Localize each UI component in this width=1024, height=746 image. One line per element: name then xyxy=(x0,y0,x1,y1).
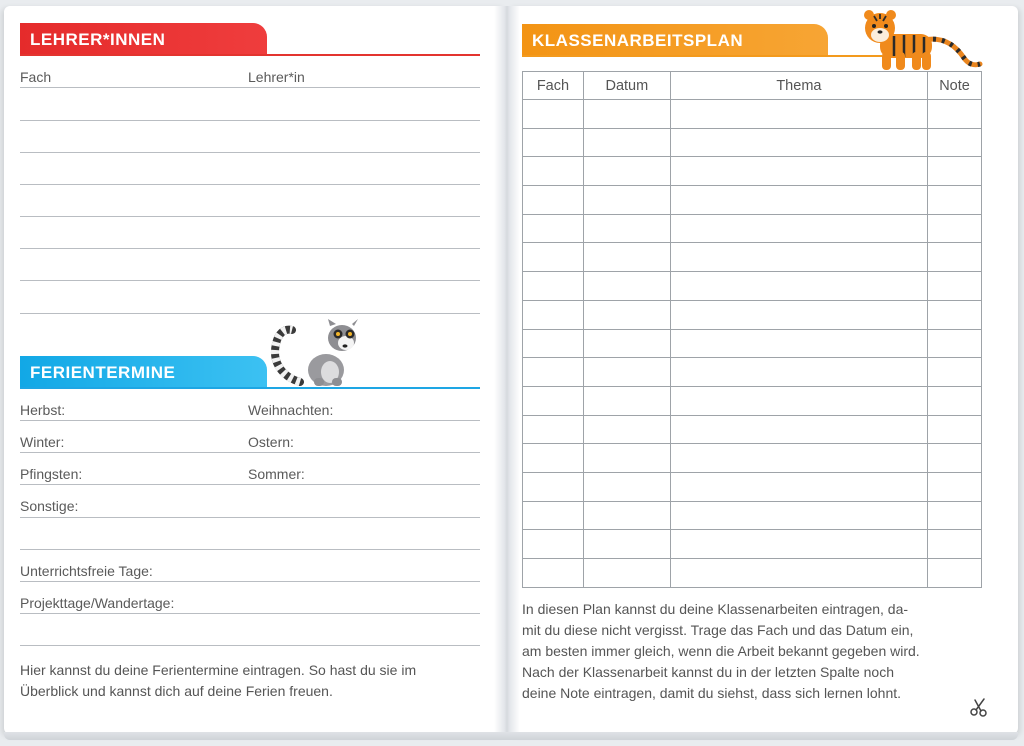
exam-plan-row xyxy=(523,157,982,186)
exam-plan-cell-subject[interactable] xyxy=(523,329,584,358)
holiday-summer-label: Sommer: xyxy=(248,466,305,482)
exam-plan-cell-date[interactable] xyxy=(583,300,670,329)
holiday-line[interactable] xyxy=(20,420,480,421)
holiday-line[interactable] xyxy=(20,517,480,518)
exam-plan-row xyxy=(523,300,982,329)
exam-plan-cell-grade[interactable] xyxy=(928,386,982,415)
holiday-line[interactable] xyxy=(20,581,480,582)
teachers-line[interactable] xyxy=(20,120,480,121)
exam-plan-header-date: Datum xyxy=(583,72,670,100)
holidays-section-header xyxy=(20,356,480,390)
exam-plan-cell-date[interactable] xyxy=(583,128,670,157)
exam-plan-cell-subject[interactable] xyxy=(523,214,584,243)
teachers-title: LEHRER*INNEN xyxy=(20,23,267,55)
exam-plan-cell-date[interactable] xyxy=(583,501,670,530)
exam-plan-header-subject: Fach xyxy=(523,72,584,100)
exam-plan-cell-subject[interactable] xyxy=(523,415,584,444)
exam-plan-body xyxy=(523,100,982,588)
exam-plan-cell-topic[interactable] xyxy=(670,300,927,329)
exam-plan-row xyxy=(523,559,982,588)
exam-plan-row xyxy=(523,214,982,243)
teachers-line[interactable] xyxy=(20,87,480,88)
exam-plan-header-rule xyxy=(522,55,882,57)
exam-plan-row xyxy=(523,472,982,501)
holiday-christmas-label: Weihnachten: xyxy=(248,402,334,418)
teachers-line[interactable] xyxy=(20,313,480,314)
exam-plan-cell-subject[interactable] xyxy=(523,358,584,387)
exam-plan-cell-topic[interactable] xyxy=(670,243,927,272)
exam-plan-cell-date[interactable] xyxy=(583,472,670,501)
exam-plan-cell-topic[interactable] xyxy=(670,272,927,301)
holiday-easter-label: Ostern: xyxy=(248,434,294,450)
exam-plan-cell-grade[interactable] xyxy=(928,559,982,588)
exam-plan-cell-subject[interactable] xyxy=(523,100,584,129)
exam-plan-header-row xyxy=(523,72,982,100)
exam-plan-cell-grade[interactable] xyxy=(928,157,982,186)
exam-plan-cell-grade[interactable] xyxy=(928,272,982,301)
exam-plan-cell-subject[interactable] xyxy=(523,186,584,215)
exam-plan-cell-date[interactable] xyxy=(583,559,670,588)
exam-plan-cell-date[interactable] xyxy=(583,186,670,215)
teachers-line[interactable] xyxy=(20,248,480,249)
exam-plan-cell-topic[interactable] xyxy=(670,128,927,157)
exam-plan-cell-date[interactable] xyxy=(583,100,670,129)
exam-plan-cell-topic[interactable] xyxy=(670,530,927,559)
exam-plan-cell-subject[interactable] xyxy=(523,559,584,588)
exam-plan-cell-subject[interactable] xyxy=(523,472,584,501)
exam-plan-cell-grade[interactable] xyxy=(928,501,982,530)
exam-plan-cell-grade[interactable] xyxy=(928,100,982,129)
exam-plan-row xyxy=(523,501,982,530)
holiday-line[interactable] xyxy=(20,549,480,550)
teachers-line[interactable] xyxy=(20,280,480,281)
exam-plan-cell-topic[interactable] xyxy=(670,559,927,588)
exam-plan-row xyxy=(523,415,982,444)
holidays-description-line: Überblick und kannst dich auf deine Ferien freuen. xyxy=(20,683,333,699)
exam-plan-cell-grade[interactable] xyxy=(928,415,982,444)
exam-plan-cell-grade[interactable] xyxy=(928,128,982,157)
exam-plan-cell-subject[interactable] xyxy=(523,243,584,272)
exam-plan-cell-date[interactable] xyxy=(583,444,670,473)
scissors-icon xyxy=(968,696,990,718)
exam-plan-cell-date[interactable] xyxy=(583,386,670,415)
exam-plan-description-line: mit du diese nicht vergisst. Trage das Fach und das Datum ein, xyxy=(522,622,914,638)
exam-plan-cell-subject[interactable] xyxy=(523,157,584,186)
exam-plan-cell-topic[interactable] xyxy=(670,186,927,215)
exam-plan-row xyxy=(523,186,982,215)
tiger-icon xyxy=(860,6,984,74)
holiday-winter-label: Winter: xyxy=(20,434,65,450)
holidays-description xyxy=(20,660,490,702)
exam-plan-description-line: Nach der Klassenarbeit kannst du in der letzten Spalte noch xyxy=(522,664,895,680)
exam-plan-cell-grade[interactable] xyxy=(928,214,982,243)
exam-plan-header-grade: Note xyxy=(928,72,982,100)
exam-plan-cell-date[interactable] xyxy=(583,272,670,301)
exam-plan-row xyxy=(523,530,982,559)
exam-plan-cell-date[interactable] xyxy=(583,358,670,387)
teachers-col-teacher: Lehrer*in xyxy=(248,69,305,85)
exam-plan-cell-topic[interactable] xyxy=(670,358,927,387)
holidays-header-rule xyxy=(20,387,480,389)
exam-plan-cell-grade[interactable] xyxy=(928,358,982,387)
page-edge xyxy=(4,732,1018,740)
holidays-title: FERIENTERMINE xyxy=(20,356,267,388)
exam-plan-cell-date[interactable] xyxy=(583,530,670,559)
exam-plan-description-line: deine Note eintragen, damit du siehst, dass sich lernen lohnt. xyxy=(522,685,902,701)
exam-plan-cell-topic[interactable] xyxy=(670,100,927,129)
exam-plan-table xyxy=(522,71,982,588)
holiday-autumn-label: Herbst: xyxy=(20,402,66,418)
teachers-section-header xyxy=(20,23,480,57)
exam-plan-cell-grade[interactable] xyxy=(928,530,982,559)
exam-plan-cell-topic[interactable] xyxy=(670,329,927,358)
exam-plan-cell-grade[interactable] xyxy=(928,444,982,473)
holiday-line[interactable] xyxy=(20,484,480,485)
exam-plan-cell-grade[interactable] xyxy=(928,300,982,329)
exam-plan-cell-subject[interactable] xyxy=(523,386,584,415)
exam-plan-cell-topic[interactable] xyxy=(670,157,927,186)
teachers-line[interactable] xyxy=(20,152,480,153)
teachers-col-subject: Fach xyxy=(20,69,52,85)
holiday-line[interactable] xyxy=(20,452,480,453)
exam-plan-row xyxy=(523,444,982,473)
exam-plan-row xyxy=(523,243,982,272)
exam-plan-cell-grade[interactable] xyxy=(928,472,982,501)
exam-plan-cell-date[interactable] xyxy=(583,243,670,272)
exam-plan-section-header xyxy=(522,24,882,58)
exam-plan-description-line: In diesen Plan kannst du deine Klassenarbeiten eintragen, da- xyxy=(522,601,909,617)
exam-plan-cell-subject[interactable] xyxy=(523,444,584,473)
no-school-days-label: Unterrichtsfreie Tage: xyxy=(20,563,153,579)
teachers-line[interactable] xyxy=(20,184,480,185)
exam-plan-cell-grade[interactable] xyxy=(928,243,982,272)
exam-plan-cell-topic[interactable] xyxy=(670,386,927,415)
exam-plan-cell-date[interactable] xyxy=(583,415,670,444)
project-days-label: Projekttage/Wandertage: xyxy=(20,595,175,611)
exam-plan-cell-date[interactable] xyxy=(583,329,670,358)
exam-plan-description-line: am besten immer gleich, wenn die Arbeit bekannt gegeben wird. xyxy=(522,643,920,659)
exam-plan-cell-date[interactable] xyxy=(583,214,670,243)
teachers-header-rule xyxy=(20,54,480,56)
holiday-line[interactable] xyxy=(20,613,480,614)
exam-plan-row xyxy=(523,358,982,387)
exam-plan-title: KLASSENARBEITSPLAN xyxy=(522,24,828,56)
exam-plan-row xyxy=(523,272,982,301)
exam-plan-cell-subject[interactable] xyxy=(523,501,584,530)
holiday-line[interactable] xyxy=(20,645,480,646)
exam-plan-cell-grade[interactable] xyxy=(928,186,982,215)
exam-plan-row xyxy=(523,329,982,358)
exam-plan-row xyxy=(523,386,982,415)
exam-plan-cell-date[interactable] xyxy=(583,157,670,186)
holiday-pentecost-label: Pfingsten: xyxy=(20,466,83,482)
holiday-other-label: Sonstige: xyxy=(20,498,79,514)
exam-plan-cell-topic[interactable] xyxy=(670,415,927,444)
exam-plan-cell-topic[interactable] xyxy=(670,501,927,530)
exam-plan-cell-topic[interactable] xyxy=(670,472,927,501)
exam-plan-cell-topic[interactable] xyxy=(670,444,927,473)
exam-plan-cell-subject[interactable] xyxy=(523,128,584,157)
exam-plan-cell-grade[interactable] xyxy=(928,329,982,358)
exam-plan-cell-subject[interactable] xyxy=(523,530,584,559)
exam-plan-cell-topic[interactable] xyxy=(670,214,927,243)
exam-plan-header-topic: Thema xyxy=(670,72,927,100)
exam-plan-row xyxy=(523,100,982,129)
teachers-line[interactable] xyxy=(20,216,480,217)
book-spine xyxy=(494,6,520,734)
exam-plan-description xyxy=(522,599,992,704)
exam-plan-cell-subject[interactable] xyxy=(523,272,584,301)
exam-plan-row xyxy=(523,128,982,157)
holidays-description-line: Hier kannst du deine Ferientermine eintragen. So hast du sie im xyxy=(20,662,417,678)
exam-plan-cell-subject[interactable] xyxy=(523,300,584,329)
